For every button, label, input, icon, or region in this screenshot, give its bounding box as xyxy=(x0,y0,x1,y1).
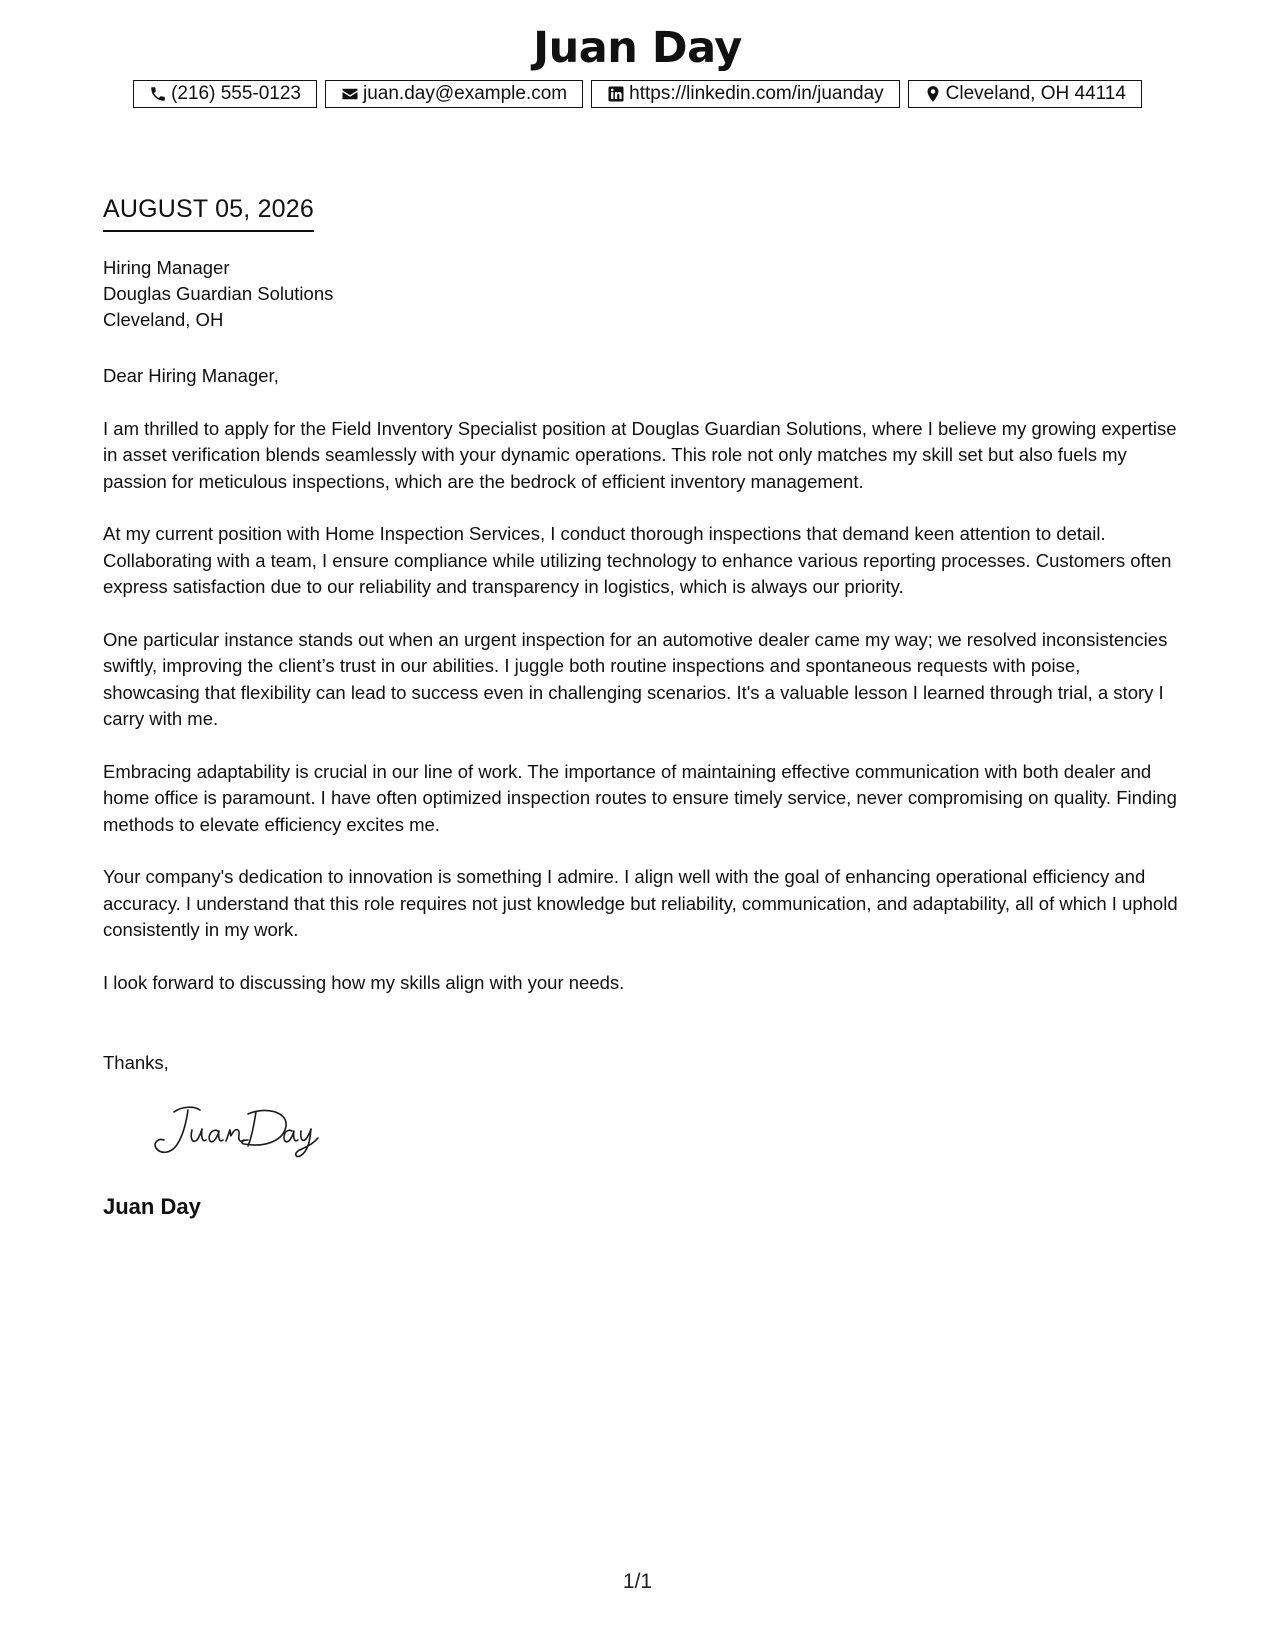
recipient-location: Cleveland, OH xyxy=(103,309,224,330)
contact-email-text: juan.day@example.com xyxy=(363,83,568,104)
contact-email[interactable] xyxy=(325,80,583,108)
letter-body xyxy=(103,363,1178,1022)
contact-phone[interactable] xyxy=(133,80,317,108)
contact-linkedin[interactable] xyxy=(591,80,900,108)
body-paragraph: One particular instance stands out when an urgent inspection for an automotive dealer came my way; we resolved inconsistencies swiftly, improving the client’s trust in our abilities. I juggle both routine inspections and spontaneous requests with poise, showcasing that flexibility can lead to success even in challenging scenarios. It's a valuable lesson I learned through trial, a story I carry with me. xyxy=(103,628,1168,729)
body-paragraph: I am thrilled to apply for the Field Inventory Specialist position at Douglas Guardian Solutions, where I believe my growing expertise in asset verification blends seamlessly with your dynamic operations. This role not only matches my skill set but also fuels my passion for meticulous inspections, which are the bedrock of efficient inventory management. xyxy=(103,417,1177,492)
contact-location-text: Cleveland, OH 44114 xyxy=(945,83,1126,104)
phone-icon xyxy=(149,85,167,103)
body-paragraph: Your company's dedication to innovation is something I admire. I align well with the goal of enhancing operational efficiency and accuracy. I understand that this role requires not just knowledge but reliability, communication, and adaptability, all of which I uphold consistently in my work. xyxy=(103,866,1178,940)
contact-location xyxy=(908,80,1142,108)
salutation: Dear Hiring Manager, xyxy=(103,365,279,386)
handwritten-signature xyxy=(148,1098,323,1160)
body-paragraph: At my current position with Home Inspection Services, I conduct thorough inspections that demand keen attention to detail. Collaborating with a team, I ensure compliance while utilizing technology to enhance various reporting processes. Customers often express satisfaction due to our reliability and transparency in logistics, which is always our priority. xyxy=(103,523,1172,597)
body-paragraph: I look forward to discussing how my skills align with your needs. xyxy=(103,971,625,993)
page-number: 1/1 xyxy=(622,1570,653,1593)
linkedin-icon xyxy=(607,85,625,103)
applicant-name-heading: Juan Day xyxy=(533,23,742,73)
closing: Thanks, xyxy=(103,1052,169,1073)
signed-name: Juan Day xyxy=(103,1194,201,1219)
map-pin-icon xyxy=(924,85,942,103)
envelope-icon xyxy=(341,85,359,103)
letter-date: AUGUST 05, 2026 xyxy=(103,193,314,232)
contact-phone-text: (216) 555-0123 xyxy=(171,83,301,104)
recipient-title: Hiring Manager xyxy=(103,257,230,278)
contact-bar xyxy=(0,80,1275,108)
recipient-block xyxy=(103,255,333,333)
body-paragraph: Embracing adaptability is crucial in our line of work. The importance of maintaining effective communication with both dealer and home office is paramount. I have often optimized inspection routes to ensure timely service, never compromising on quality. Finding methods to elevate efficiency excites me. xyxy=(103,760,1177,835)
recipient-company: Douglas Guardian Solutions xyxy=(103,283,334,304)
contact-linkedin-text: https://linkedin.com/in/juanday xyxy=(629,83,884,104)
